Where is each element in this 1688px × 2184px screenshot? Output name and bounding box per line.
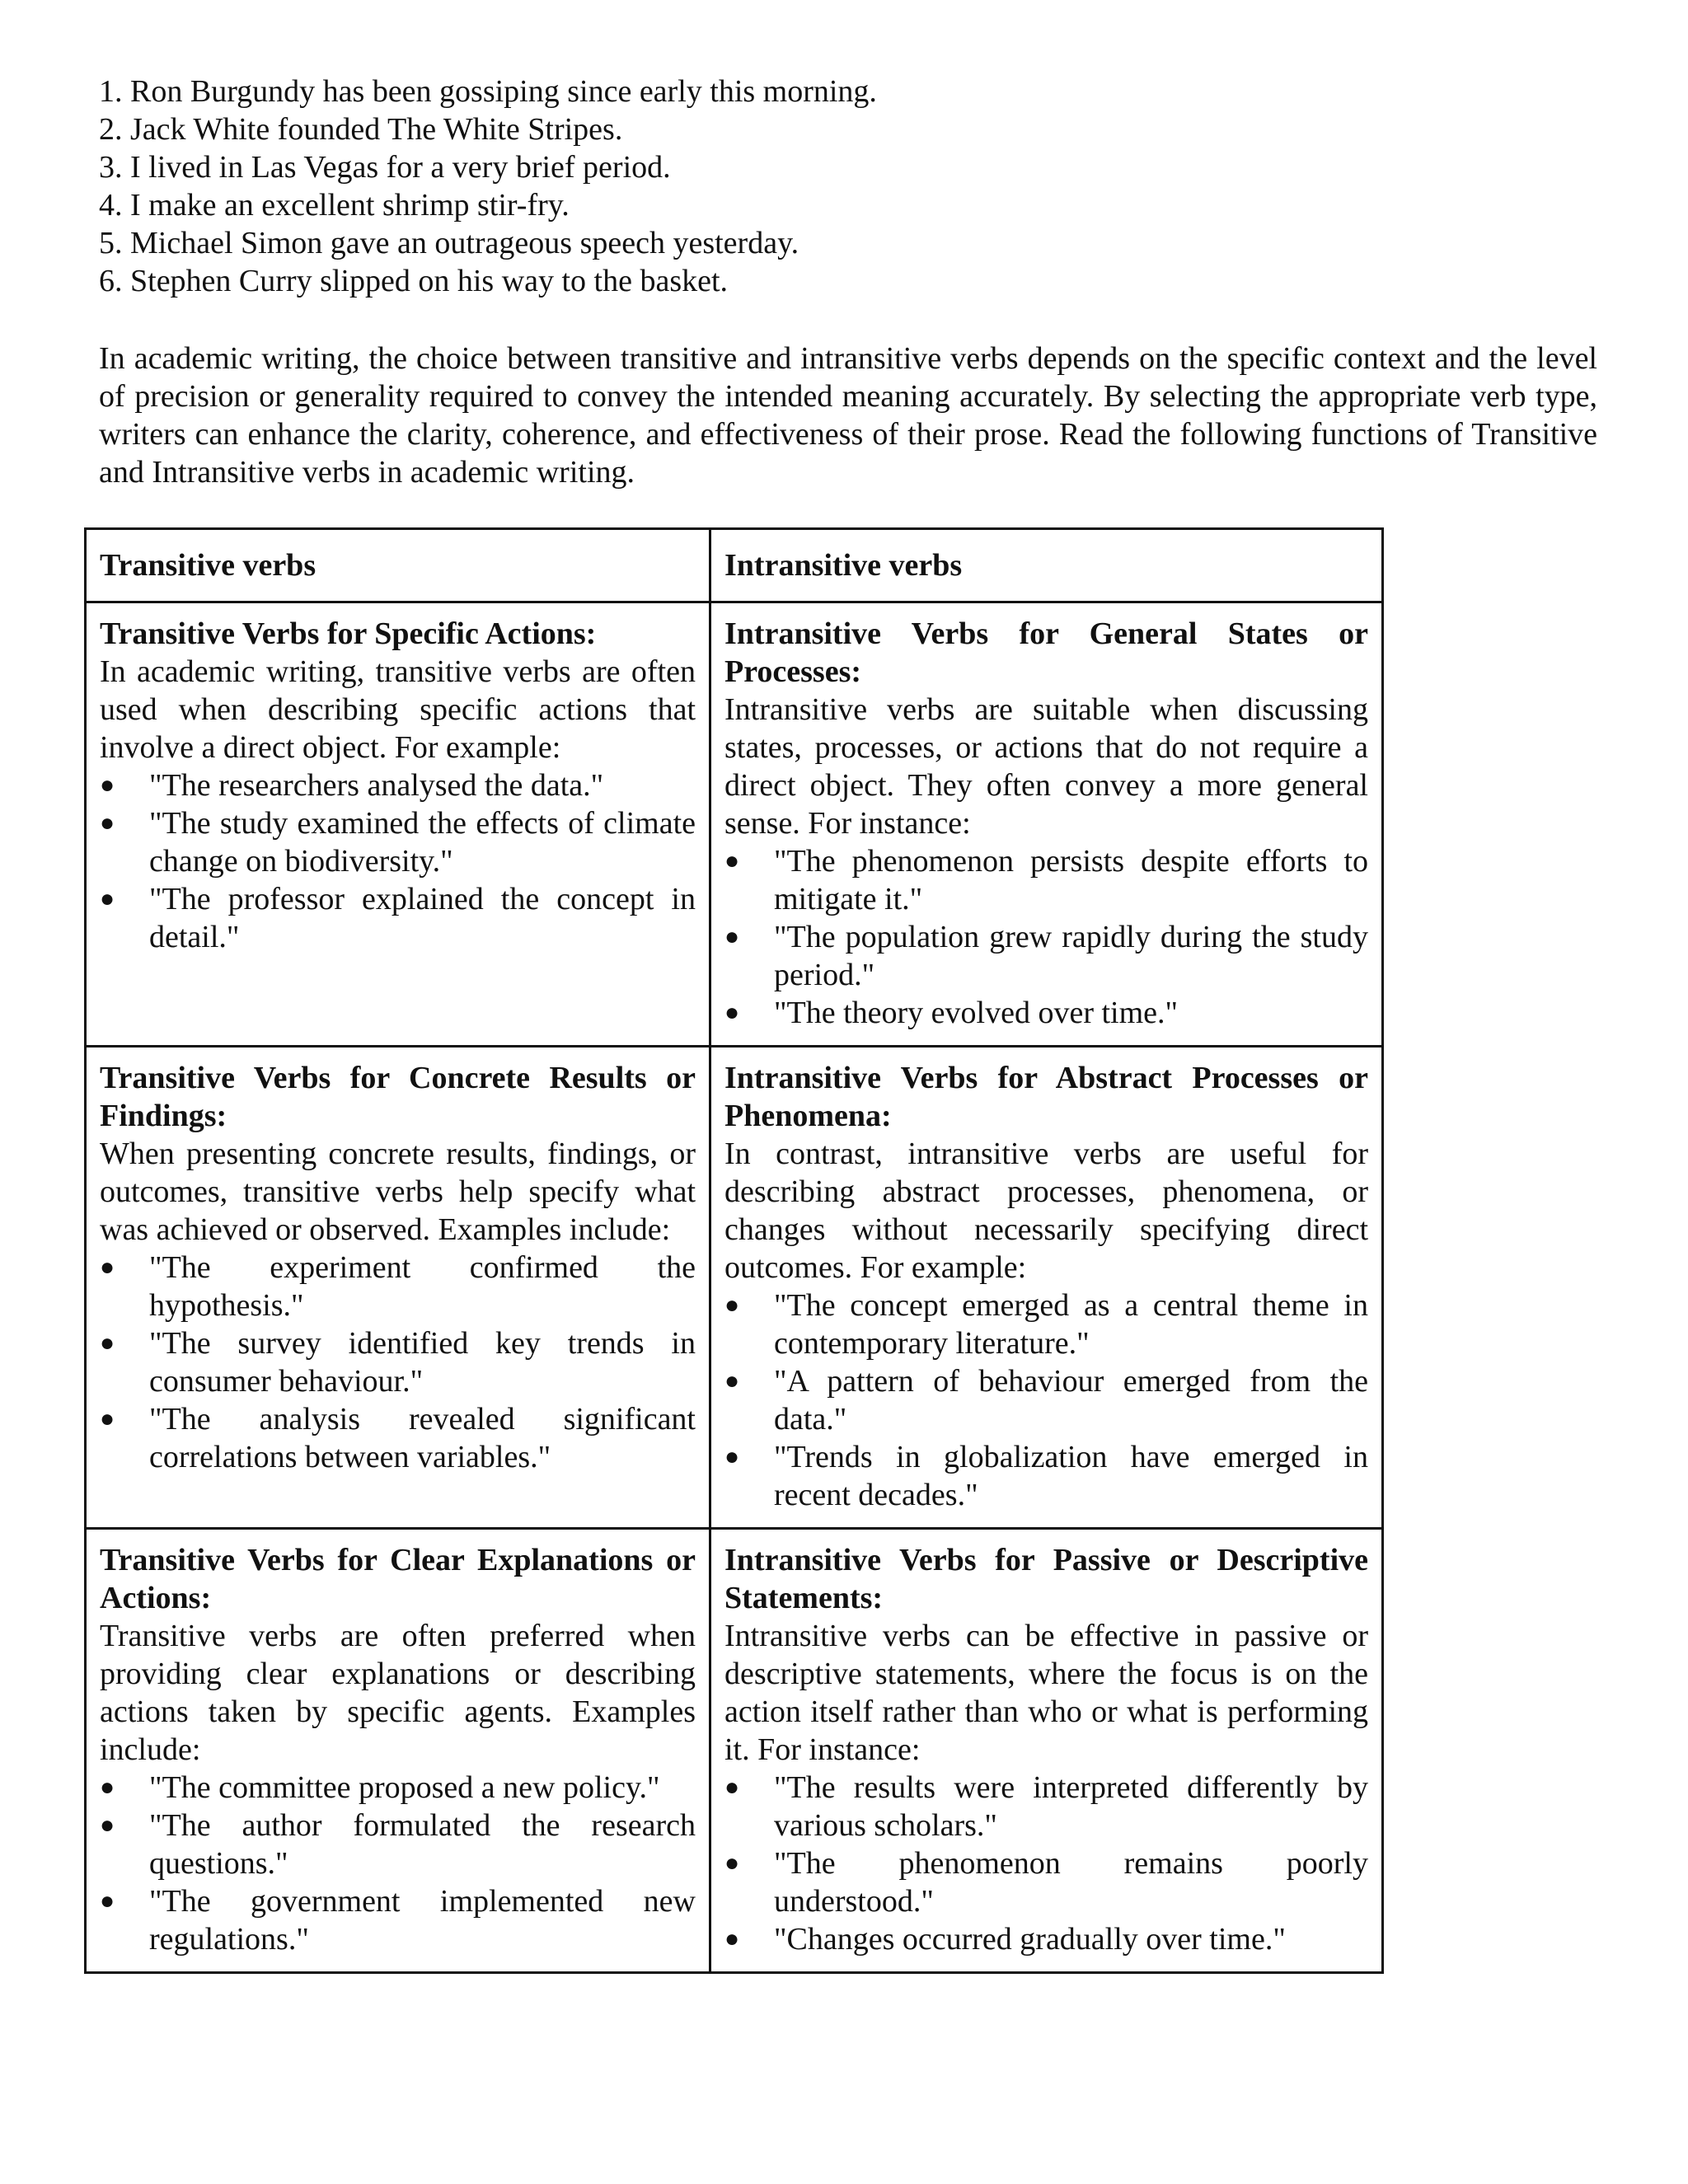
- example-list: [100, 1769, 696, 1958]
- example-text: "The study examined the effects of climate change on biodiversity.": [149, 806, 696, 879]
- cell-description: Intransitive verbs are suitable when discussing states, processes, or actions that do not require a direct object. They often convey a more general sense. For instance:: [724, 692, 1368, 841]
- example-text: "The phenomenon persists despite efforts to mitigate it.": [774, 844, 1368, 916]
- header-intransitive: Intransitive verbs: [710, 529, 1383, 602]
- example-text: "The experiment confirmed the hypothesis.": [149, 1250, 696, 1323]
- header-transitive: Transitive verbs: [86, 529, 710, 602]
- intransitive-cell: [710, 1529, 1383, 1973]
- list-item: 3. I lived in Las Vegas for a very brief period.: [99, 150, 671, 185]
- bullet-icon: ●: [100, 1811, 115, 1839]
- list-item: 5. Michael Simon gave an outrageous speech yesterday.: [99, 226, 799, 260]
- table-row: [86, 1529, 1383, 1973]
- bullet-icon: ●: [100, 1774, 115, 1801]
- cell-description: In academic writing, transitive verbs are often used when describing specific actions that involve a direct object. For example:: [100, 654, 696, 765]
- example-item: [724, 1362, 1368, 1438]
- transitive-cell: [86, 1529, 710, 1973]
- list-item: 6. Stephen Curry slipped on his way to the basket.: [99, 264, 729, 298]
- bullet-icon: ●: [724, 999, 740, 1026]
- example-item: [100, 880, 696, 956]
- example-item: [100, 1249, 696, 1324]
- bullet-icon: ●: [100, 1329, 115, 1357]
- bullet-icon: ●: [724, 847, 740, 874]
- bullet-icon: ●: [724, 1774, 740, 1801]
- example-text: "The analysis revealed significant correlations between variables.": [149, 1402, 696, 1474]
- example-item: [100, 766, 696, 804]
- example-item: [100, 1400, 696, 1476]
- example-text: "The author formulated the research questions.": [149, 1808, 696, 1881]
- cell-description: Intransitive verbs can be effective in passive or descriptive statements, where the focus is on the action itself rather than who or what is performing it. For instance:: [724, 1619, 1368, 1767]
- example-text: "The committee proposed a new policy.": [149, 1770, 660, 1805]
- verb-comparison-table: [84, 527, 1384, 1974]
- example-text: "Changes occurred gradually over time.": [774, 1922, 1286, 1957]
- example-list: [724, 1769, 1368, 1958]
- example-item: [724, 1844, 1368, 1920]
- bullet-icon: ●: [100, 809, 115, 837]
- example-item: [100, 1807, 696, 1882]
- example-item: [724, 842, 1368, 918]
- document-page: [99, 73, 1597, 491]
- bullet-icon: ●: [724, 1443, 740, 1470]
- bullet-icon: ●: [100, 885, 115, 912]
- example-text: "The population grew rapidly during the study period.": [774, 920, 1368, 992]
- transitive-cell: [86, 1047, 710, 1529]
- intro-paragraph: In academic writing, the choice between transitive and intransitive verbs depends on the specific context and the level of precision or generality required to convey the intended meaning accurately. By selecting the appropriate verb type, writers can enhance the clarity, coherence, and effectiveness of their prose. Read the following functions of Transitive and Intransitive verbs in academic writing.: [99, 341, 1597, 490]
- example-list: [724, 842, 1368, 1032]
- cell-title: Transitive Verbs for Specific Actions:: [100, 616, 597, 651]
- bullet-icon: ●: [724, 1291, 740, 1319]
- example-text: "The researchers analysed the data.": [149, 768, 604, 803]
- example-text: "The professor explained the concept in detail.": [149, 882, 696, 954]
- intransitive-cell: [710, 1047, 1383, 1529]
- example-list: [100, 1249, 696, 1476]
- cell-title: Intransitive Verbs for Abstract Processes or Phenomena:: [724, 1061, 1368, 1133]
- example-item: [100, 804, 696, 880]
- list-item: 4. I make an excellent shrimp stir-fry.: [99, 188, 570, 223]
- bullet-icon: ●: [100, 1254, 115, 1281]
- numbered-sentence-list: [99, 73, 1597, 300]
- example-item: [100, 1324, 696, 1400]
- list-item: 2. Jack White founded The White Stripes.: [99, 112, 623, 147]
- table-row: [86, 602, 1383, 1047]
- bullet-icon: ●: [724, 923, 740, 950]
- cell-description: When presenting concrete results, findings, or outcomes, transitive verbs help specify what was achieved or observed. Examples include:: [100, 1137, 696, 1247]
- cell-title: Intransitive Verbs for General States or Processes:: [724, 616, 1368, 689]
- intransitive-cell: [710, 602, 1383, 1047]
- example-item: [724, 1769, 1368, 1844]
- bullet-icon: ●: [724, 1925, 740, 1952]
- example-text: "A pattern of behaviour emerged from the data.": [774, 1364, 1368, 1436]
- bullet-icon: ●: [100, 771, 115, 799]
- cell-description: In contrast, intransitive verbs are useful for describing abstract processes, phenomena, or changes without necessarily specifying direct outcomes. For example:: [724, 1137, 1368, 1285]
- cell-title: Intransitive Verbs for Passive or Descriptive Statements:: [724, 1543, 1368, 1615]
- transitive-cell: [86, 602, 710, 1047]
- bullet-icon: ●: [724, 1849, 740, 1877]
- table-row: [86, 1047, 1383, 1529]
- example-item: [724, 1920, 1368, 1958]
- bullet-icon: ●: [724, 1367, 740, 1394]
- example-text: "The results were interpreted differently by various scholars.": [774, 1770, 1368, 1843]
- example-item: [100, 1882, 696, 1958]
- example-item: [724, 994, 1368, 1032]
- example-text: "The survey identified key trends in consumer behaviour.": [149, 1326, 696, 1399]
- example-item: [724, 918, 1368, 994]
- example-text: "The phenomenon remains poorly understood.": [774, 1846, 1368, 1919]
- example-text: "The concept emerged as a central theme in contemporary literature.": [774, 1288, 1368, 1361]
- example-item: [724, 1286, 1368, 1362]
- example-text: "Trends in globalization have emerged in recent decades.": [774, 1440, 1368, 1512]
- cell-title: Transitive Verbs for Clear Explanations or Actions:: [100, 1543, 696, 1615]
- cell-description: Transitive verbs are often preferred when providing clear explanations or describing actions taken by specific agents. Examples include:: [100, 1619, 696, 1767]
- cell-title: Transitive Verbs for Concrete Results or Findings:: [100, 1061, 696, 1133]
- example-list: [100, 766, 696, 956]
- example-item: [724, 1438, 1368, 1514]
- list-item: 1. Ron Burgundy has been gossiping since early this morning.: [99, 74, 877, 109]
- example-list: [724, 1286, 1368, 1514]
- example-text: "The theory evolved over time.": [774, 996, 1179, 1030]
- bullet-icon: ●: [100, 1405, 115, 1432]
- example-item: [100, 1769, 696, 1807]
- table-header-row: [86, 529, 1383, 602]
- example-text: "The government implemented new regulations.": [149, 1884, 696, 1957]
- bullet-icon: ●: [100, 1887, 115, 1915]
